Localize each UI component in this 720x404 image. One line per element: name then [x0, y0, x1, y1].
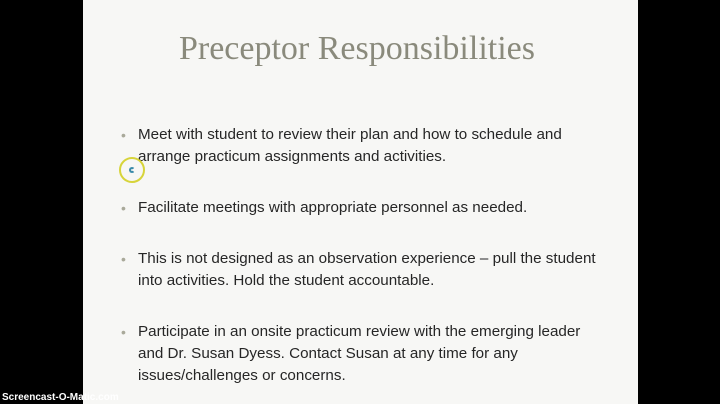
bullet-text: Participate in an onsite practicum review with the emerging leader and Dr. Susan Dyess. Contact Susan at any time for any issues/challenges or concerns. — [138, 323, 581, 384]
bullet-item — [119, 124, 609, 168]
bullet-text: Facilitate meetings with appropriate personnel as needed. — [138, 199, 528, 216]
slide-title: Preceptor Responsibilities — [178, 30, 535, 67]
bullet-marker-icon: • — [121, 324, 126, 340]
bullet-text: This is not designed as an observation experience – pull the student into activities. Hold the student accountable. — [138, 250, 596, 289]
cursor-busy-icon — [129, 167, 135, 173]
bullet-marker-icon: • — [121, 200, 126, 216]
bullet-item — [119, 248, 609, 292]
watermark-label: Screencast-O-Matic.com — [2, 392, 119, 403]
bullet-text: Meet with student to review their plan and how to schedule and arrange practicum assignments and activities. — [138, 126, 562, 165]
bullet-marker-icon: • — [121, 127, 126, 143]
bullet-list — [119, 124, 609, 387]
cursor-highlight-icon — [119, 157, 145, 183]
bullet-item — [119, 197, 609, 219]
bullet-item — [119, 321, 609, 387]
bullet-marker-icon: • — [121, 251, 126, 267]
presentation-slide — [83, 0, 638, 404]
